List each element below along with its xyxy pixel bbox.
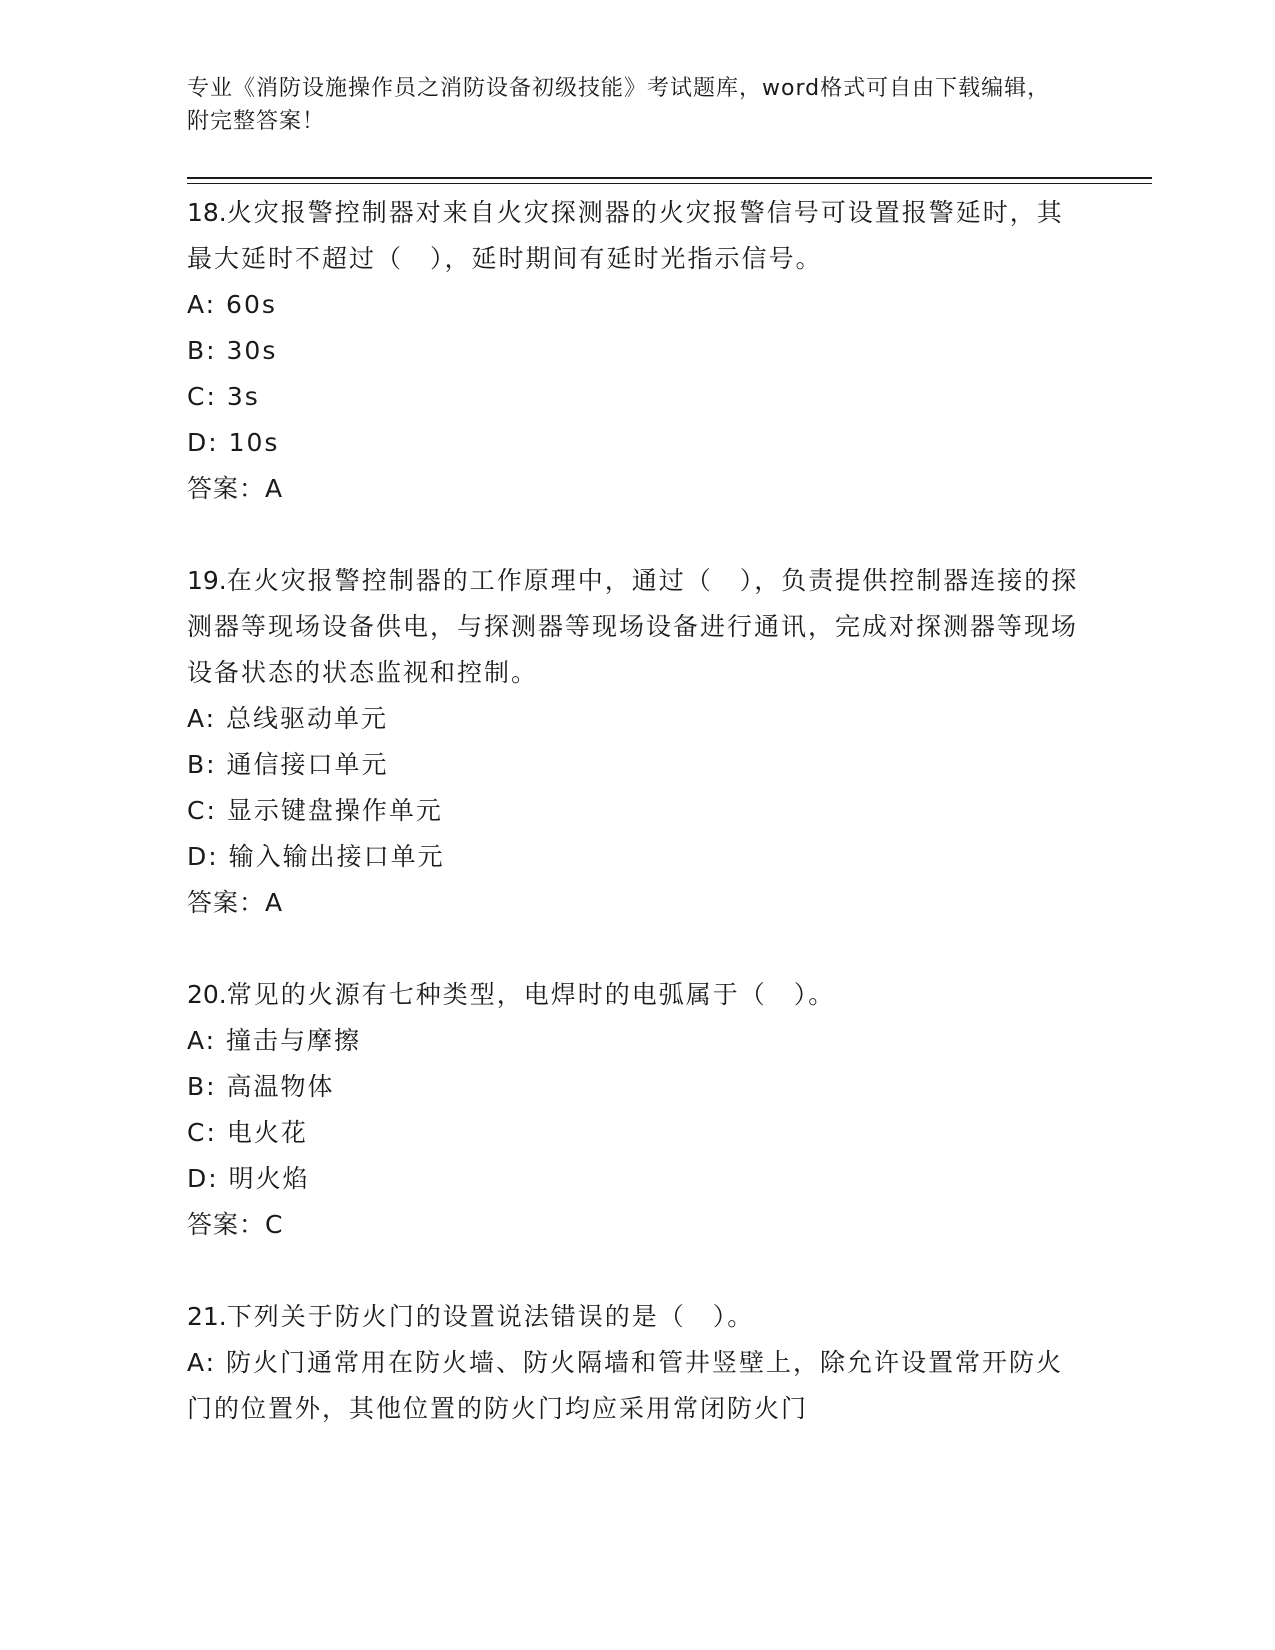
option-c: C: 3s <box>187 382 260 411</box>
option-d: D: 明火焰 <box>187 1164 310 1193</box>
question-number: 18. <box>187 198 227 227</box>
option-b: B: 30s <box>187 336 278 365</box>
question-text: 下列关于防火门的设置说法错误的是（ ）。 <box>226 1302 755 1331</box>
option-a: A: 总线驱动单元 <box>187 704 389 733</box>
header-divider-thick <box>187 177 1152 179</box>
question-21 <box>187 1294 1087 1432</box>
question-stem <box>187 972 1087 1018</box>
answer: 答案：A <box>187 474 284 503</box>
question-19 <box>187 558 1087 926</box>
option-c: C: 显示键盘操作单元 <box>187 796 443 825</box>
option-b: B: 通信接口单元 <box>187 750 389 779</box>
option-a: A: 撞击与摩擦 <box>187 1026 362 1055</box>
option-a: A: 防火门通常用在防火墙、防火隔墙和管井竖壁上，除允许设置常开防火门的位置外，其他位置的防火门均应采用常闭防火门 <box>187 1348 1064 1423</box>
question-stem <box>187 1294 1087 1340</box>
option-b: B: 高温物体 <box>187 1072 335 1101</box>
question-number: 20. <box>187 980 227 1009</box>
question-stem <box>187 558 1087 696</box>
option-d: D: 10s <box>187 428 280 457</box>
question-20 <box>187 972 1087 1248</box>
option-c: C: 电火花 <box>187 1118 308 1147</box>
question-text: 火灾报警控制器对来自火灾探测器的火灾报警信号可设置报警延时，其最大延时不超过（ ），延时期间有延时光指示信号。 <box>187 198 1064 273</box>
question-list <box>187 190 1087 1478</box>
document-header: 专业《消防设施操作员之消防设备初级技能》考试题库，word格式可自由下载编辑，附完整答案！ <box>187 76 1051 134</box>
question-18 <box>187 190 1087 512</box>
question-text: 常见的火源有七种类型，电焊时的电弧属于（ ）。 <box>226 980 836 1009</box>
question-stem <box>187 190 1087 282</box>
option-d: D: 输入输出接口单元 <box>187 842 445 871</box>
question-number: 21. <box>187 1302 227 1331</box>
option-a: A: 60s <box>187 290 277 319</box>
header-divider-thin <box>187 183 1152 184</box>
question-number: 19. <box>187 566 227 595</box>
question-text: 在火灾报警控制器的工作原理中，通过（ ），负责提供控制器连接的探测器等现场设备供电，与探测器等现场设备进行通讯，完成对探测器等现场设备状态的状态监视和控制。 <box>187 566 1079 687</box>
answer: 答案：A <box>187 888 284 917</box>
answer: 答案：C <box>187 1210 284 1239</box>
